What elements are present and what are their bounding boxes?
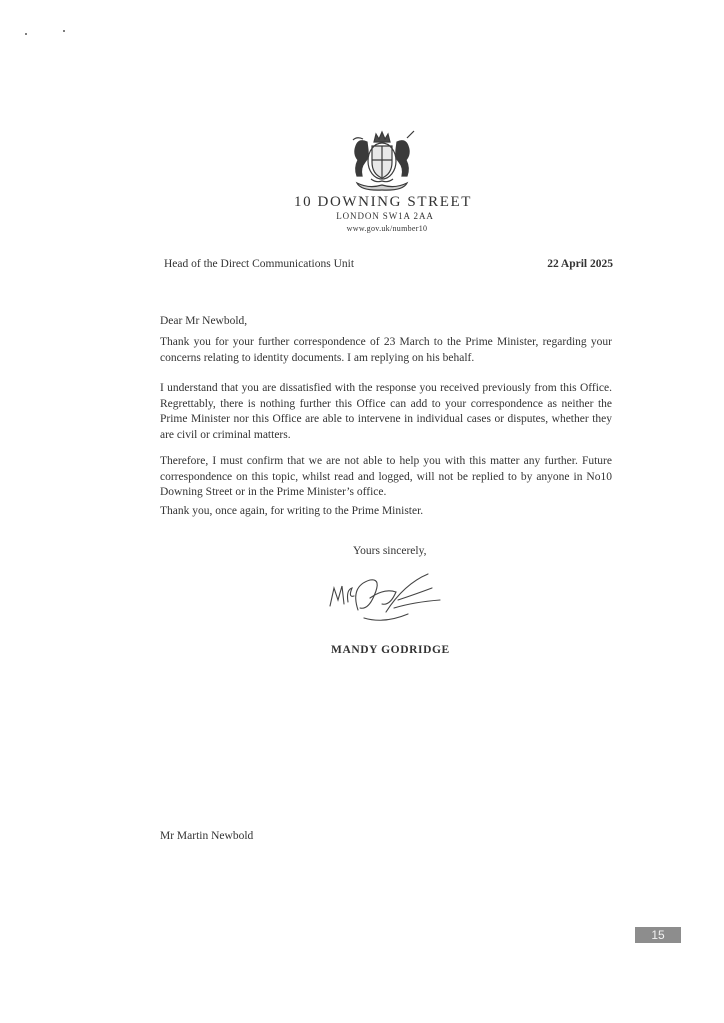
recipient-name: Mr Martin Newbold (160, 830, 254, 842)
salutation: Dear Mr Newbold, (160, 315, 248, 327)
office-address: LONDON SW1A 2AA (336, 211, 434, 221)
body-paragraph: Thank you, once again, for writing to the Prime Minister. (160, 505, 424, 517)
letter-date: 22 April 2025 (547, 258, 613, 270)
body-paragraph: I understand that you are dissatisfied with the response you received previously from this Office. Regrettably, there is nothing further this Office can add to your correspondence as neither the Prime Minister nor this Office are able to intervene in individual cases or disputes, whether they are civil or criminal matters. (160, 382, 612, 441)
scan-speck (63, 30, 65, 32)
page-number-badge: 15 (635, 927, 681, 943)
closing: Yours sincerely, (353, 545, 427, 557)
sender-unit: Head of the Direct Communications Unit (164, 258, 355, 270)
office-name: 10 DOWNING STREET (293, 194, 472, 210)
scan-speck (25, 33, 27, 35)
body-paragraph: Thank you for your further correspondence of 23 March to the Prime Minister, regarding your concerns relating to identity documents. I am replying on his behalf. (160, 336, 612, 364)
office-website: www.gov.uk/number10 (346, 224, 428, 233)
signer-name: MANDY GODRIDGE (331, 644, 450, 656)
royal-coat-of-arms-icon (343, 128, 421, 194)
handwritten-signature-icon (324, 566, 454, 626)
body-paragraph: Therefore, I must confirm that we are not able to help you with this matter any further. Future correspondence on this topic, whilst read and logged, will not be replied to by anyone in No10 Downing Street or in the Prime Minister’s office. (160, 455, 612, 498)
